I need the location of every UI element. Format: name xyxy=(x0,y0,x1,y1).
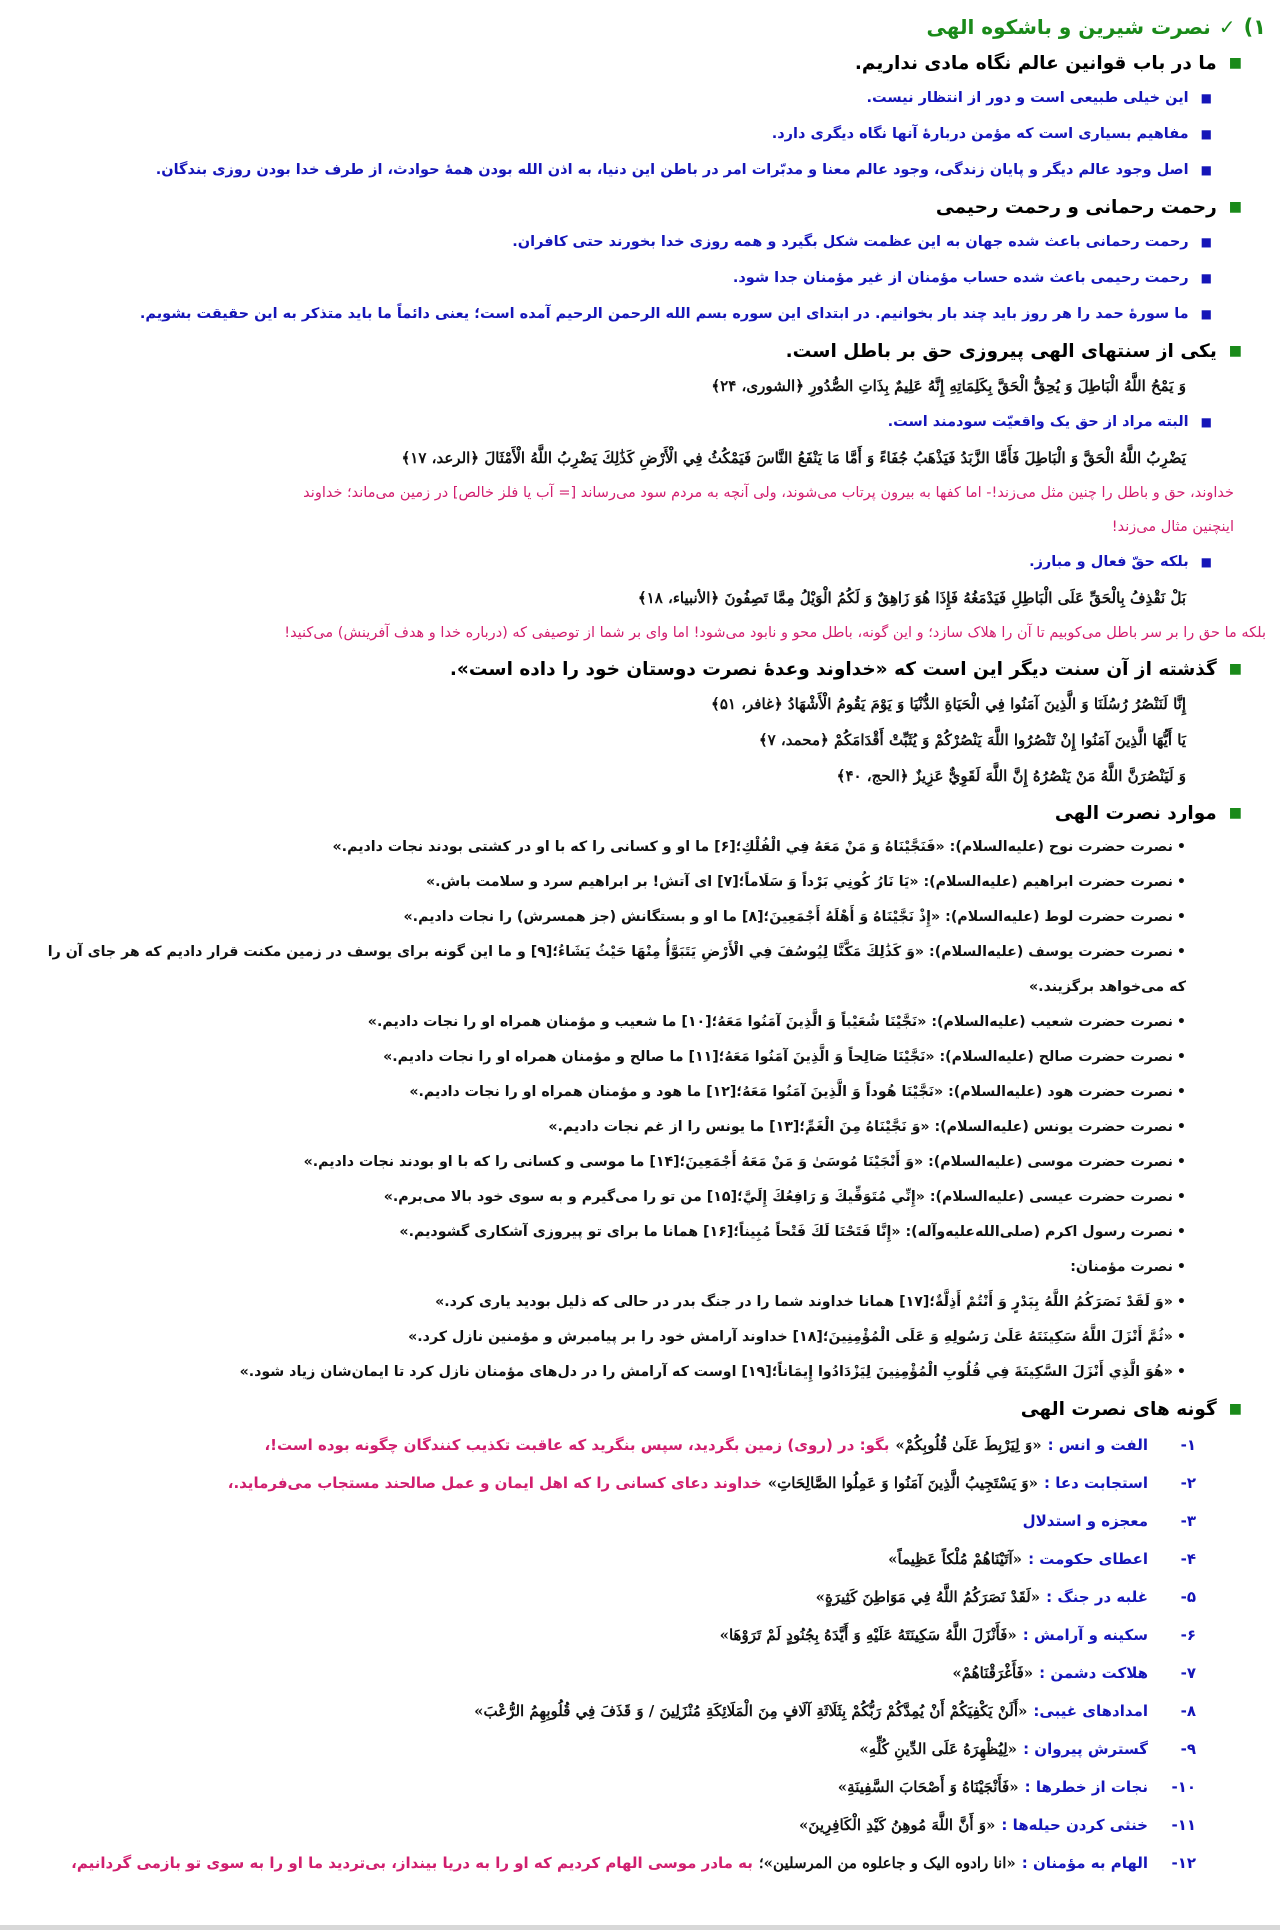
quran-verse: وَ لَيَنْصُرَنَّ اللَّهُ مَنْ يَنْصُرُهُ إِنَّ اللَّهَ لَقَوِيٌّ عَزِيزٌ ﴿الحج، ۴۰﴾ xyxy=(836,767,1186,785)
numbered-item: ۹- گسترش پیروان : «لِيُظْهِرَهُ عَلَى الدِّينِ كُلِّهِ» xyxy=(859,1740,1196,1758)
list-item: •نصرت حضرت یوسف (علیه‌السلام): «وَ كَذَٰلِكَ مَكَّنَّا لِيُوسُفَ فِي الْأَرْضِ يَتَبَوَّأُ مِنْهَا حَيْثُ يَشَاءُ؛[۹] و ما این گونه برای یوسف در زمین مکنت قرار دادیم که هر جای آن را که می‌خواهد برگزیند.» xyxy=(47,944,1186,995)
square-bullet-icon: ■ xyxy=(1228,199,1242,215)
bullet-item: ■ مفاهیم بسیاری است که مؤمن دربارهٔ آنها نگاه دیگری دارد. xyxy=(771,126,1212,142)
list-item: •نصرت مؤمنان: xyxy=(1070,1259,1186,1275)
dot-bullet-icon: • xyxy=(1176,1329,1186,1345)
dot-bullet-icon: • xyxy=(1176,1084,1186,1100)
quran-verse: بَلْ نَقْذِفُ بِالْحَقِّ عَلَى الْبَاطِلِ فَيَدْمَغُهُ فَإِذَا هُوَ زَاهِقٌ وَ لَكُمُ الْوَيْلُ مِمَّا تَصِفُونَ ﴿الأنبياء، ۱۸﴾ xyxy=(637,589,1186,607)
numbered-item: ۶- سکینه و آرامش : «فَأَنْزَلَ اللَّهُ سَكِينَتَهُ عَلَيْهِ وَ أَيَّدَهُ بِجُنُودٍ لَمْ تَرَوْهَا» xyxy=(719,1626,1196,1644)
dot-bullet-icon: • xyxy=(1176,1224,1186,1240)
bullet-item: ■ رحمت رحمانی باعث شده جهان به این عظمت شکل بگیرد و همه روزی خدا بخورند حتی کافران. xyxy=(512,234,1212,250)
quran-verse: يَضْرِبُ اللَّهُ الْحَقَّ وَ الْبَاطِلَ فَأَمَّا الزَّبَدُ فَيَذْهَبُ جُفَاءً وَ أَمَّا مَا يَنْفَعُ النَّاسَ فَيَمْكُثُ فِي الْأَرْضِ كَذَٰلِكَ يَضْرِبُ اللَّهُ الْأَمْثَالَ ﴿الرعد، ۱۷﴾ xyxy=(401,449,1186,467)
numbered-item: ۳- معجزه و استدلال xyxy=(1022,1512,1196,1530)
checkmark-icon: ✓ xyxy=(1218,15,1236,39)
numbered-item: ۲- استجابت دعا : «وَ يَسْتَجِيبُ الَّذِينَ آمَنُوا وَ عَمِلُوا الصَّالِحَاتِ» خداوند دعای کسانی را که اهل ایمان و عمل صالحند مستجاب می‌فرماید.، xyxy=(227,1474,1196,1492)
numbered-item: ۷- هلاکت دشمن : «فَأَغْرَقْنَاهُمْ» xyxy=(952,1664,1196,1682)
verse-translation: خداوند، حق و باطل را چنین مثل می‌زند!- اما کفها به بیرون پرتاب می‌شوند، ولی آنچه به مردم سود می‌رساند [= آب یا فلز خالص] در زمین می‌ماند؛ خداوند اینچنین مثال می‌زند! xyxy=(303,485,1234,535)
dot-bullet-icon: • xyxy=(1176,1259,1186,1275)
list-item: •نصرت حضرت یونس (علیه‌السلام): «وَ نَجَّيْنَاهُ مِنَ الْغَمِّ؛[۱۳] ما یونس را از غم نجات دادیم.» xyxy=(548,1119,1186,1135)
section-heading: ■ یکی از سنتهای الهی پیروزی حق بر باطل است. xyxy=(785,340,1242,362)
square-bullet-icon: ■ xyxy=(1200,91,1212,105)
square-bullet-icon: ■ xyxy=(1228,1401,1242,1417)
title-number: ۱) xyxy=(1243,15,1266,39)
list-item: •نصرت حضرت هود (علیه‌السلام): «نَجَّيْنَا هُوداً وَ الَّذِينَ آمَنُوا مَعَهُ؛[۱۲] ما هود و مؤمنان همراه او را نجات دادیم.» xyxy=(409,1084,1186,1100)
quran-verse: إِنَّا لَنَنْصُرُ رُسُلَنَا وَ الَّذِينَ آمَنُوا فِي الْحَيَاةِ الدُّنْيَا وَ يَوْمَ يَقُومُ الْأَشْهَادُ ﴿غافر، ۵۱﴾ xyxy=(711,695,1186,713)
title-text: نصرت شیرین و باشکوه الهی xyxy=(926,15,1211,39)
list-item: •نصرت رسول اکرم (صلی‌الله‌علیه‌وآله): «إِنَّا فَتَحْنَا لَكَ فَتْحاً مُبِيناً؛[۱۶] همانا ما برای تو پیروزی آشکاری گشودیم.» xyxy=(399,1224,1186,1240)
bullet-item: ■ بلکه حقّ فعال و مبارز. xyxy=(1029,554,1212,570)
list-item: •«ثُمَّ أَنْزَلَ اللَّهُ سَكِينَتَهُ عَلَىٰ رَسُولِهِ وَ عَلَى الْمُؤْمِنِينَ؛[۱۸] خداوند آرامش خود را بر پیامبرش و مؤمنین نازل کرد.» xyxy=(408,1329,1186,1345)
square-bullet-icon: ■ xyxy=(1200,415,1212,429)
square-bullet-icon: ■ xyxy=(1200,163,1212,177)
bullet-item: ■ اصل وجود عالم دیگر و پایان زندگی، وجود عالم معنا و مدبّرات امر در باطن این دنیا، به اذن الله بودن همهٔ حوادث، از طرف خدا بودن روزی بندگان. xyxy=(155,162,1212,178)
numbered-item: ۱۰- نجات از خطرها : «فَأَنْجَيْنَاهُ وَ أَصْحَابَ السَّفِينَةِ» xyxy=(837,1778,1196,1796)
list-item: •نصرت حضرت صالح (علیه‌السلام): «نَجَّيْنَا صَالِحاً وَ الَّذِينَ آمَنُوا مَعَهُ؛[۱۱] ما صالح و مؤمنان همراه او را نجات دادیم.» xyxy=(383,1049,1186,1065)
bullet-item: ■ این خیلی طبیعی است و دور از انتظار نیست. xyxy=(866,90,1212,106)
list-item: •«هُوَ الَّذِي أَنْزَلَ السَّكِينَةَ فِي قُلُوبِ الْمُؤْمِنِينَ لِيَزْدَادُوا إِيمَاناً؛[۱۹] اوست که آرامش را در دل‌های مؤمنان نازل کرد تا ایمان‌شان زیاد شود.» xyxy=(239,1364,1186,1380)
numbered-item: ۴- اعطای حکومت : «آتَيْنَاهُمْ مُلْكاً عَظِيماً» xyxy=(888,1550,1196,1568)
square-bullet-icon: ■ xyxy=(1200,271,1212,285)
list-item: •نصرت حضرت لوط (علیه‌السلام): «إِذْ نَجَّيْنَاهُ وَ أَهْلَهُ أَجْمَعِينَ؛[۸] ما او و بستگانش (جز همسرش) را نجات دادیم.» xyxy=(403,909,1186,925)
numbered-item: ۱۱- خنثی کردن حیله‌ها : «وَ أَنَّ اللَّهَ مُوهِنُ كَيْدِ الْكَافِرِينَ» xyxy=(799,1816,1196,1834)
numbered-item: ۸- امدادهای غیبی: «أَلَنْ يَكْفِيَكُمْ أَنْ يُمِدَّكُمْ رَبُّكُمْ بِثَلَاثَةِ آلَافٍ مِنَ الْمَلَائِكَةِ مُنْزَلِينَ / وَ قَذَفَ فِي قُلُوبِهِمُ الرُّعْبَ» xyxy=(474,1702,1196,1720)
dot-bullet-icon: • xyxy=(1176,839,1186,855)
numbered-item: ۵- غلبه در جنگ : «لَقَدْ نَصَرَكُمُ اللَّهُ فِي مَوَاطِنَ كَثِيرَةٍ» xyxy=(815,1588,1196,1606)
section-heading: ■ ما در باب قوانین عالم نگاه مادی نداریم. xyxy=(854,52,1242,74)
section-heading: ■ رحمت رحمانی و رحمت رحیمی xyxy=(935,196,1242,218)
list-item: •نصرت حضرت نوح (علیه‌السلام): «فَنَجَّيْنَاهُ وَ مَنْ مَعَهُ فِي الْفُلْكِ؛[۶] ما او و کسانی را که با او در کشتی بودند نجات دادیم.» xyxy=(332,839,1186,855)
bullet-item: ■ ما سورهٔ حمد را هر روز باید چند بار بخوانیم. در ابتدای این سوره بسم الله الرحمن الرحیم آمده است؛ یعنی دائماً ما باید متذکر به این حقیقت بشویم. xyxy=(139,306,1212,322)
bullet-item: ■ البته مراد از حق یک واقعیّت سودمند است. xyxy=(887,414,1212,430)
quran-verse: يَا أَيُّهَا الَّذِينَ آمَنُوا إِنْ تَنْصُرُوا اللَّهَ يَنْصُرْكُمْ وَ يُثَبِّتْ أَقْدَامَكُمْ ﴿محمد، ۷﴾ xyxy=(758,731,1186,749)
square-bullet-icon: ■ xyxy=(1200,127,1212,141)
section-heading: ■ موارد نصرت الهی xyxy=(1054,802,1242,824)
page-bottom-border xyxy=(0,1925,1280,1930)
square-bullet-icon: ■ xyxy=(1228,805,1242,821)
square-bullet-icon: ■ xyxy=(1200,235,1212,249)
dot-bullet-icon: • xyxy=(1176,1364,1186,1380)
section-heading: ■ گونه های نصرت الهی xyxy=(1020,1398,1242,1420)
square-bullet-icon: ■ xyxy=(1228,343,1242,359)
square-bullet-icon: ■ xyxy=(1228,55,1242,71)
square-bullet-icon: ■ xyxy=(1200,555,1212,569)
dot-bullet-icon: • xyxy=(1176,874,1186,890)
bullet-item: ■ رحمت رحیمی باعث شده حساب مؤمنان از غیر مؤمنان جدا شود. xyxy=(732,270,1212,286)
list-item: •«وَ لَقَدْ نَصَرَكُمُ اللَّهُ بِبَدْرٍ وَ أَنْتُمْ أَذِلَّةٌ؛[۱۷] همانا خداوند شما را در جنگ بدر در حالی که ذلیل بودید یاری کرد.» xyxy=(435,1294,1186,1310)
dot-bullet-icon: • xyxy=(1176,1014,1186,1030)
square-bullet-icon: ■ xyxy=(1228,661,1242,677)
section-heading: ■ گذشته از آن سنت دیگر این است که «خداوند وعدهٔ نصرت دوستان خود را داده است». xyxy=(449,658,1242,680)
dot-bullet-icon: • xyxy=(1176,1294,1186,1310)
dot-bullet-icon: • xyxy=(1176,1119,1186,1135)
dot-bullet-icon: • xyxy=(1176,1189,1186,1205)
numbered-item: ۱- الفت و انس : «وَ لِيَرْبِطَ عَلَىٰ قُلُوبِكُمْ» بگو: در (روی) زمین بگردید، سپس بنگرید که عاقبت تکذیب کنندگان چگونه بوده است!، xyxy=(264,1436,1196,1454)
numbered-item: ۱۲- الهام به مؤمنان : «انا رادوه الیک و جاعلوه من المرسلین»؛ به مادر موسی الهام کردیم که او را به دریا بینداز، بی‌تردید ما او را به سوی تو بازمی گردانیم، xyxy=(71,1854,1196,1872)
list-item: •نصرت حضرت موسی (علیه‌السلام): «وَ أَنْجَيْنَا مُوسَىٰ وَ مَنْ مَعَهُ أَجْمَعِينَ؛[۱۴] ما موسی و کسانی را که با او بودند نجات دادیم.» xyxy=(303,1154,1186,1170)
square-bullet-icon: ■ xyxy=(1200,307,1212,321)
list-item: •نصرت حضرت ابراهیم (علیه‌السلام): «يَا نَارُ كُونِي بَرْداً وَ سَلَاماً؛[۷] ای آتش! بر ابراهیم سرد و سلامت باش.» xyxy=(426,874,1186,890)
verse-translation: بلکه ما حق را بر سر باطل می‌کوبیم تا آن را هلاک سازد؛ و این گونه، باطل محو و نابود می‌شود! اما وای بر شما از توصیفی که (درباره خدا و هدف آفرینش) می‌کنید! xyxy=(284,625,1266,641)
dot-bullet-icon: • xyxy=(1176,909,1186,925)
quran-verse: وَ يَمْحُ اللَّهُ الْبَاطِلَ وَ يُحِقُّ الْحَقَّ بِكَلِمَاتِهِ إِنَّهُ عَلِيمٌ بِذَاتِ الصُّدُورِ ﴿الشوری، ۲۴﴾ xyxy=(711,377,1186,395)
list-item: •نصرت حضرت عیسی (علیه‌السلام): «إِنِّي مُتَوَفِّيكَ وَ رَافِعُكَ إِلَيَّ؛[۱۵] من تو را می‌گیرم و به سوی خود بالا می‌برم.» xyxy=(383,1189,1186,1205)
dot-bullet-icon: • xyxy=(1176,1049,1186,1065)
document-title xyxy=(14,10,1266,44)
dot-bullet-icon: • xyxy=(1176,944,1186,960)
dot-bullet-icon: • xyxy=(1176,1154,1186,1170)
list-item: •نصرت حضرت شعیب (علیه‌السلام): «نَجَّيْنَا شُعَيْباً وَ الَّذِينَ آمَنُوا مَعَهُ؛[۱۰] ما شعیب و مؤمنان همراه او را نجات دادیم.» xyxy=(367,1014,1186,1030)
